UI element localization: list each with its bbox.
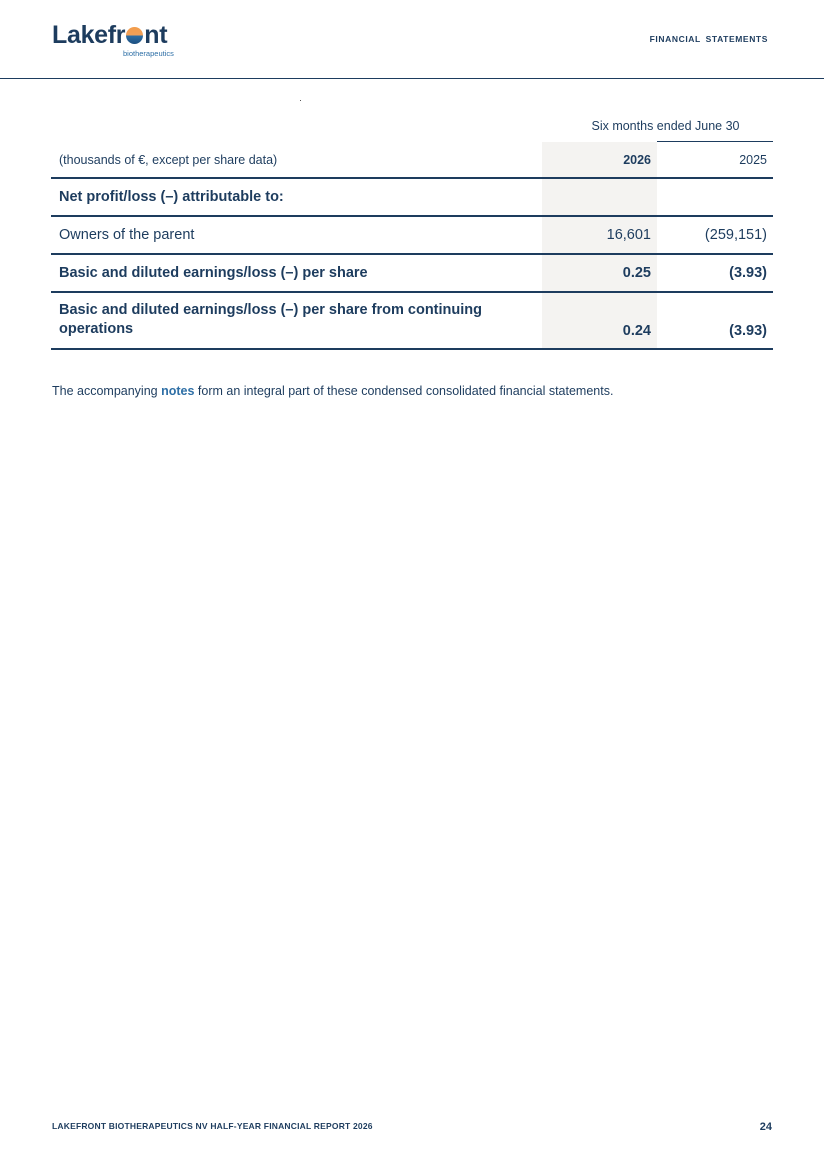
table-row (51, 255, 773, 293)
column-header-current: 2026 (623, 152, 651, 167)
company-logo (52, 20, 192, 60)
value-prior: (3.93) (729, 323, 767, 339)
column-header-row (51, 142, 773, 179)
footer-report-title: LAKEFRONT BIOTHERAPEUTICS NV HALF-YEAR FINANCIAL REPORT 2026 (52, 1121, 373, 1131)
value-current: 0.25 (622, 265, 651, 281)
table-row (51, 293, 773, 350)
value-current: 0.24 (622, 323, 651, 339)
logo-word-end: nt (144, 21, 168, 49)
row-label: Basic and diluted earnings/loss (–) per share (59, 265, 368, 281)
financial-table (51, 113, 773, 350)
section-heading-row (51, 179, 773, 217)
value-prior: (3.93) (729, 265, 767, 281)
note-text-end: form an integral part of these condensed consolidated financial statements. (194, 384, 614, 398)
notes-link[interactable]: notes (161, 384, 195, 398)
stray-dot (300, 100, 301, 101)
statement-note (52, 384, 613, 398)
value-prior: (259,151) (704, 227, 767, 243)
logo-globe-icon (126, 27, 143, 44)
page-header (0, 0, 824, 79)
column-header-prior: 2025 (739, 152, 767, 167)
section-heading: Net profit/loss (–) attributable to: (59, 189, 284, 205)
value-current: 16,601 (606, 227, 651, 243)
section-label: FINANCIAL STATEMENTS (649, 34, 768, 44)
row-label: Basic and diluted earnings/loss (–) per share from continuing operations (59, 302, 482, 337)
page-number: 24 (759, 1121, 772, 1133)
note-text-start: The accompanying (52, 384, 162, 398)
period-header (51, 113, 773, 142)
unit-label: (thousands of €, except per share data) (59, 152, 278, 167)
logo-subtitle: biotherapeutics (123, 49, 174, 58)
row-label: Owners of the parent (59, 227, 195, 243)
table-row (51, 217, 773, 255)
logo-word-start: Lakefr (52, 21, 126, 49)
period-label: Six months ended June 30 (591, 119, 740, 133)
